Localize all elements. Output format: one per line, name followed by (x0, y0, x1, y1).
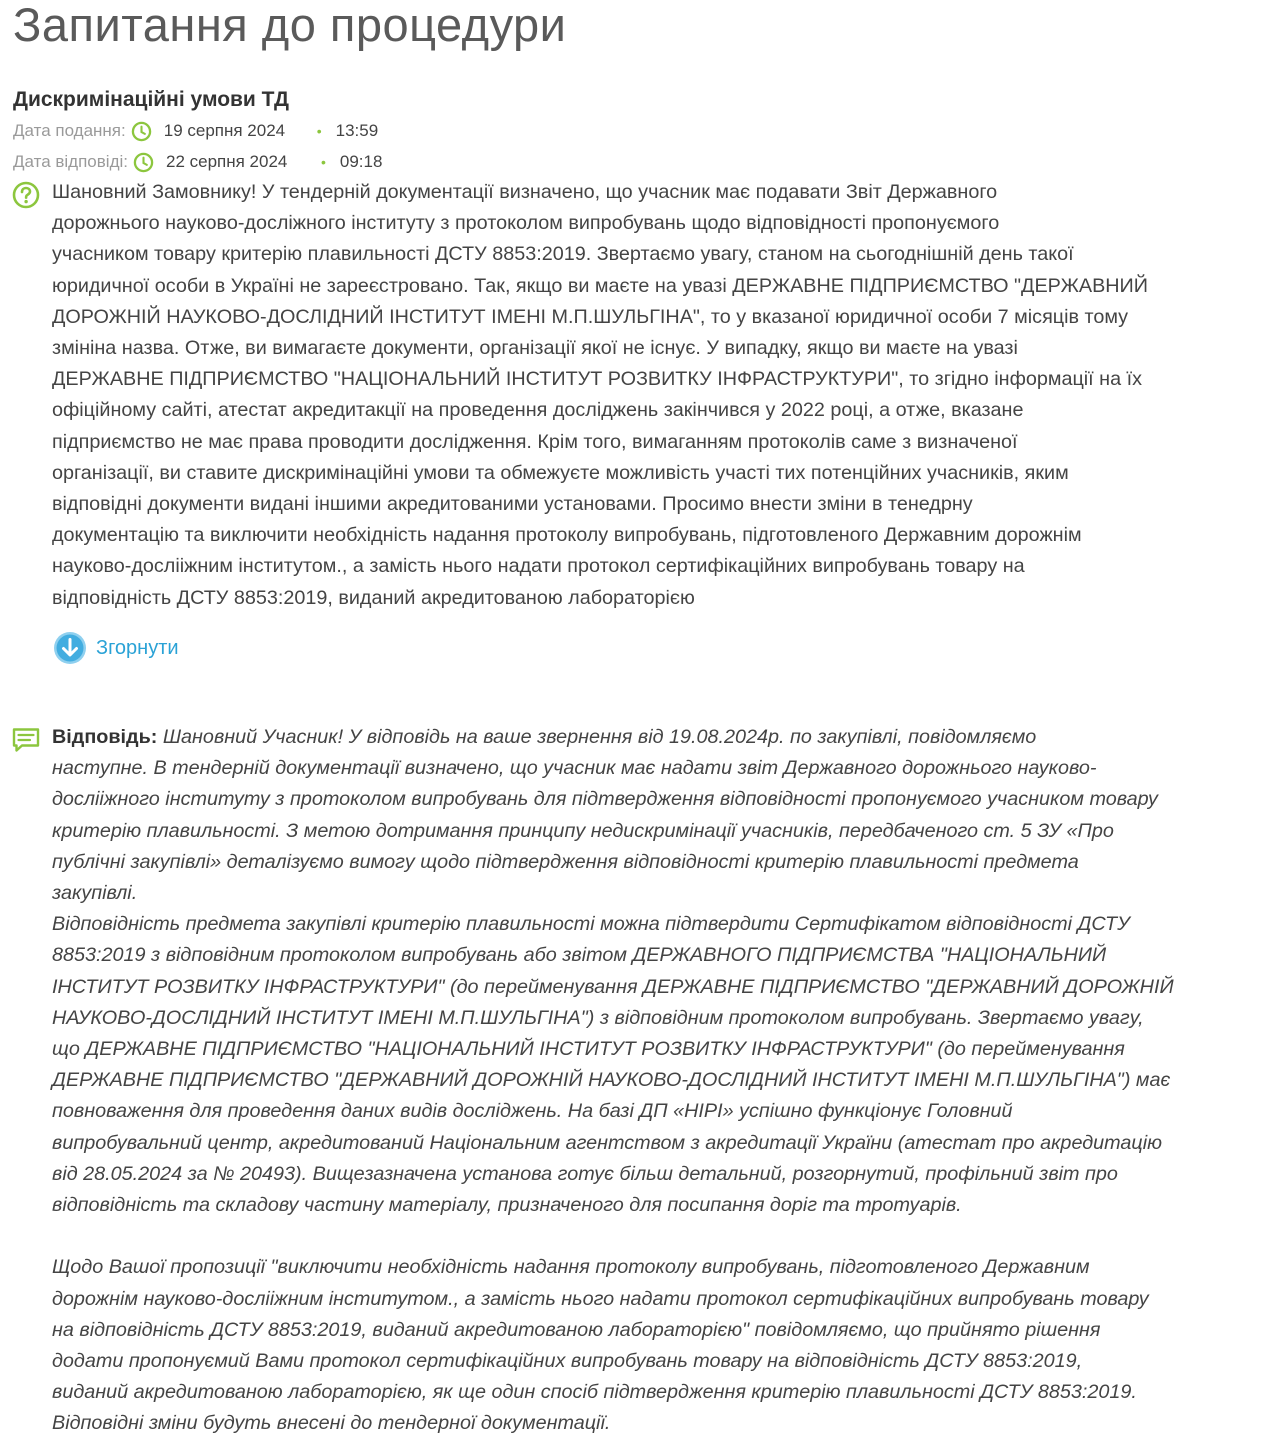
answer-text-line: НАУКОВО-ДОСЛІДНИЙ ІНСТИТУТ ІМЕНІ М.П.ШУЛЬГІНА") з відповідним протоколом випробувань. Звертаємо увагу, (52, 1006, 1144, 1029)
collapse-label[interactable]: Згорнути (96, 636, 179, 659)
submitted-date-row (13, 118, 378, 144)
question-text-line: юридичної особи в Україні не зареєстровано. Так, якщо ви маєте на увазі ДЕРЖАВНЕ ПІДПРИЄМСТВО "ДЕРЖАВНИЙ (52, 274, 1148, 297)
answered-date-label: Дата відповіді: (13, 152, 128, 171)
arrow-down-circle-icon[interactable] (52, 630, 88, 666)
speech-bubble-icon (11, 727, 41, 753)
question-text-line: ДЕРЖАВНЕ ПІДПРИЄМСТВО "НАЦІОНАЛЬНИЙ ІНСТИТУТ РОЗВИТКУ ІНФРАСТРУКТУРИ", то згідно інформації на їх (52, 368, 1142, 391)
question-circle-icon (12, 181, 40, 209)
page-title: Запитання до процедури (13, 0, 567, 51)
answer-text-line: додати пропонуємий Вами протокол сертифікаційних випробувань товару на відповідність ДСТУ 8853:2019, (52, 1350, 1083, 1373)
question-text-line: відповідні документи видані іншими акредитованими установами. Просимо внести зміни в тенедрну (52, 493, 973, 516)
answer-text-line: закупівлі. (52, 882, 138, 905)
paragraph-gap (52, 1221, 1267, 1252)
answer-text-line: відповідність та складову частину матеріалу, призначеного для посипання доріг та тротуарів. (52, 1194, 962, 1217)
answered-date-row (13, 149, 382, 175)
submitted-date: 19 серпня 2024 (163, 121, 286, 140)
question-text-line: підприємство не має права проводити дослідження. Крім того, вимаганням протоколів саме з визначеної (52, 430, 1018, 453)
answer-text-line: від 28.05.2024 за № 20493). Вищезазначена установа готує більш детальний, розгорнутий, профільний звіт про (52, 1162, 1118, 1185)
answer-text-line: наступне. В тендерній документації визначено, що учасник має надати звіт Державного дорожнього науково- (52, 757, 1097, 780)
answer-text-line: Щодо Вашої пропозиції "виключити необхідність надання протоколу випробувань, підготовленого Державним (52, 1256, 1090, 1279)
answered-time: 09:18 (339, 152, 383, 171)
answer-text-line: публічні закупівлі» деталізуємо вимогу щодо підтвердження відповідності критерію плавильності предмета (52, 850, 1079, 873)
answer-text-line: Відповідність предмета закупівлі критерію плавильності можна підтвердити Сертифікатом відповідності ДСТУ (52, 913, 1130, 936)
answer-text-line: 8853:2019 з відповідним протоколом випробувань або звітом ДЕРЖАВНОГО ПІДПРИЄМСТВА "НАЦІОНАЛЬНИЙ (52, 944, 1107, 967)
answer-text-line: дорожнім науково-дослііжним інститутом., а замість нього надати протокол сертифікаційних випробувань товару (52, 1287, 1149, 1310)
question-text-line: організації, ви ставите дискримінаційні умови та обмежуєте можливість участі тих потенційних учасників, яким (52, 461, 1069, 484)
answer-text-line: дослііжного інституту з протоколом випробувань для підтвердження відповідності пропонуємого учасником товару (52, 788, 1158, 811)
question-text-line: Шановний Замовнику! У тендерній документації визначено, що учасник має подавати Звіт Державного (52, 181, 998, 203)
answer-text-line: випробувальний центр, акредитований Національним агентством з акредитації України (атестат про акредитацію (52, 1131, 1162, 1154)
answer-text-line: ІНСТИТУТ РОЗВИТКУ ІНФРАСТРУКТУРИ" (до перейменування ДЕРЖАВНЕ ПІДПРИЄМСТВО "ДЕРЖАВНИЙ ДОРОЖНІЙ (52, 975, 1174, 998)
clock-icon (131, 121, 152, 142)
answer-text-line: Відповідні зміни будуть внесені до тендерної документації. (52, 1412, 611, 1435)
question-text-line: документацію та виключити необхідність надання протоколу випробувань, підготовленого Державним дорожнім (52, 524, 1082, 547)
answer-text (52, 722, 1267, 1440)
question-text-line: науково-дослііжним інститутом., а замість нього надати протокол сертифікаційних випробувань товару на (52, 555, 1025, 578)
answer-text-line: повноваження для проведення даних видів досліджень. На базі ДП «НІРІ» успішно функціонує Головний (52, 1100, 1013, 1123)
question-text-line: змініна назва. Отже, ви вимагаєте документи, організації якої не існує. У випадку, якщо ви маєте на увазі (52, 337, 1018, 360)
answer-text-line: що ДЕРЖАВНЕ ПІДПРИЄМСТВО "НАЦІОНАЛЬНИЙ ІНСТИТУТ РОЗВИТКУ ІНФРАСТРУКТУРИ" (до перейменування (52, 1038, 1125, 1061)
answer-text-line: критерію плавильності. З метою дотримання принципу недискримінації учасників, передбаченого ст. 5 ЗУ «Про (52, 819, 1114, 842)
submitted-date-label: Дата подання: (13, 121, 126, 140)
date-time-separator: • (316, 123, 322, 139)
answer-text-line: на відповідність ДСТУ 8853:2019, виданий акредитованою лабораторією" повідомляємо, що прийнято рішення (52, 1318, 1101, 1341)
question-text-line: дорожнього науково-досліжного інституту з протоколом випробувань щодо відповідності пропонуємого (52, 212, 1000, 235)
question-text (52, 177, 1252, 614)
answer-text-line: ДЕРЖАВНЕ ПІДПРИЄМСТВО "ДЕРЖАВНИЙ ДОРОЖНІЙ НАУКОВО-ДОСЛІДНИЙ ІНСТИТУТ ІМЕНІ М.П.ШУЛЬГІНА") має (52, 1069, 1171, 1092)
clock-icon (133, 152, 154, 173)
question-text-line: відповідність ДСТУ 8853:2019, виданий акредитованою лабораторією (52, 586, 695, 609)
collapse-button[interactable] (52, 630, 179, 666)
question-text-line: учасником товару критерію плавильності ДСТУ 8853:2019. Звертаємо увагу, станом на сьогоднішній день такої (52, 243, 1074, 266)
question-title: Дискримінаційні умови ТД (13, 88, 289, 111)
submitted-time: 13:59 (335, 121, 379, 140)
answer-label: Відповідь: (52, 726, 158, 748)
question-text-line: ДОРОЖНІЙ НАУКОВО-ДОСЛІДНИЙ ІНСТИТУТ ІМЕНІ М.П.ШУЛЬГІНА", то у вказаної юридичної особи 7 місяців тому (52, 305, 1129, 328)
answer-text-line: виданий акредитованою лабораторією, як ще один спосіб підтвердження критерію плавильності ДСТУ 8853:2019. (52, 1381, 1137, 1404)
answered-date: 22 серпня 2024 (165, 152, 288, 171)
answer-text-line: Шановний Учасник! У відповідь на ваше звернення від 19.08.2024р. по закупівлі, повідомляємо (162, 726, 1037, 748)
date-time-separator: • (320, 154, 326, 170)
question-text-line: офіційному сайті, атестат акредитакції на проведення досліджень закінчився у 2022 році, а отже, вказане (52, 399, 1024, 422)
answer-first-line (52, 722, 1267, 753)
